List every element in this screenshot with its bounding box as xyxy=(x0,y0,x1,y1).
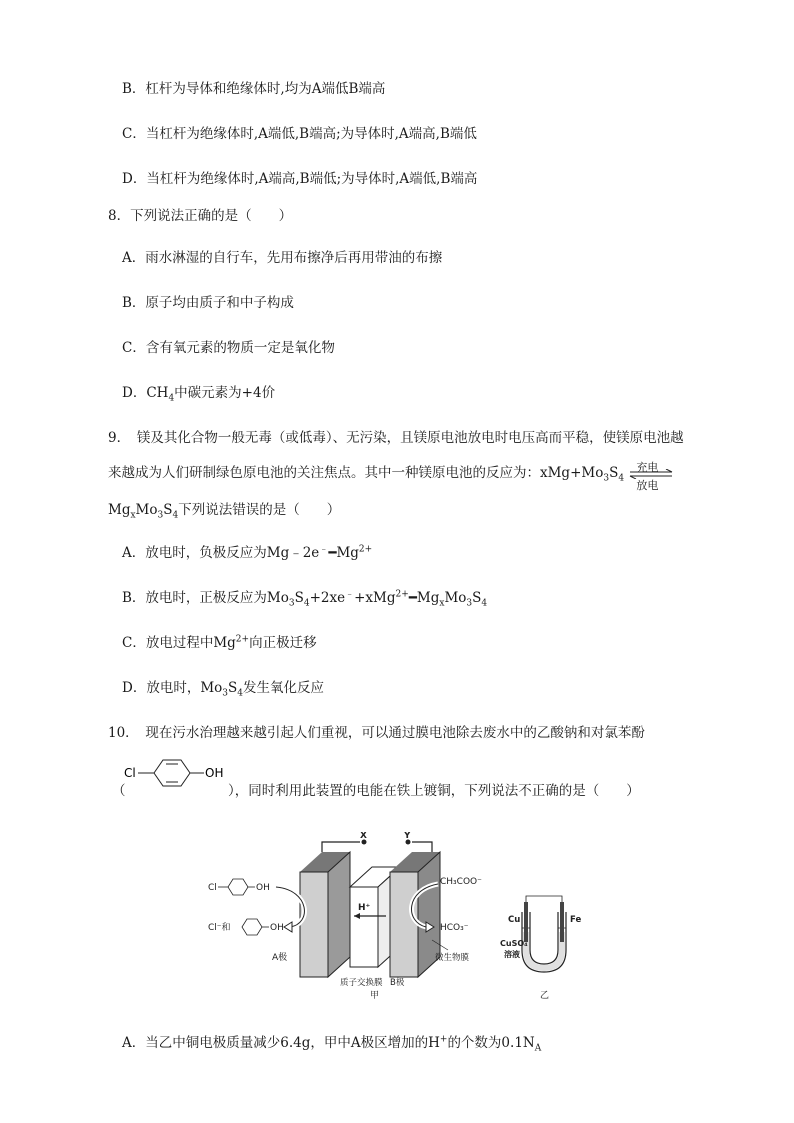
q9-b-mo: Mo xyxy=(444,590,467,606)
q9-c-suffix: 向正极迁移 xyxy=(249,635,317,651)
q9-b-s2: S xyxy=(472,590,482,606)
fig-yi: 乙 xyxy=(540,991,550,1001)
q10-stem-line2: ），同时利用此装置的电能在铁上镀铜，下列说法不正确的是（ ） xyxy=(228,783,640,799)
fig-solution: 溶液 xyxy=(504,950,520,959)
q9-c-sup: 2+ xyxy=(235,634,250,645)
q9-a-mid: ━Mg xyxy=(328,545,359,561)
q9-stem-line1: 9． 镁及其化合物一般无毒（或低毒）、无污染，且镁原电池放电时电压高而平稳，使镁原电池越 xyxy=(108,430,684,446)
q8-d-suffix: 中碳元素为+4价 xyxy=(174,385,276,401)
q9-formula-start: 来越成为人们研制绿色原电池的关注焦点。其中一种镁原电池的反应为：xMg+Mo xyxy=(108,465,604,481)
q8-option-b: B．原子均由质子和中子构成 xyxy=(122,295,294,311)
q9-option-b xyxy=(122,588,487,608)
q9-b-sub4: 3 xyxy=(466,598,473,609)
q9-d-suffix: 发生氧化反应 xyxy=(243,680,324,696)
fig-a-label: A极 xyxy=(272,953,288,963)
battery-figure xyxy=(200,832,600,1002)
fig-oh-1: OH xyxy=(256,883,270,893)
q9-s-b: S xyxy=(163,502,173,518)
chlorophenol-structure xyxy=(122,757,232,791)
hplus-label: H⁺ xyxy=(358,903,371,913)
q9-b-sub1: 3 xyxy=(288,598,295,609)
struct-cl: Cl xyxy=(124,766,136,780)
q9-d-sub1: 3 xyxy=(222,688,229,699)
q10-option-a xyxy=(122,1033,541,1053)
q10-stem-paren-open: （ xyxy=(112,783,126,799)
fig-membrane-label: 质子交换膜 xyxy=(340,978,383,988)
q9-b-sub2: 4 xyxy=(303,598,310,609)
q9-a-prefix: A．放电时，负极反应为Mg﹣2e xyxy=(122,545,320,561)
q7-option-d: D．当杠杆为绝缘体时,A端高,B端低;为导体时,A端低,B端高 xyxy=(122,171,478,187)
fig-microbe-label: 微生物膜 xyxy=(435,953,470,963)
fig-ch3coo: CH₃COO⁻ xyxy=(440,877,482,887)
fig-fe: Fe xyxy=(570,915,582,925)
q9-b-prefix: B．放电时，正极反应为Mo xyxy=(122,590,289,606)
q8-d-sub: 4 xyxy=(168,393,175,404)
q8-option-a: A．雨水淋湿的自行车，先用布擦净后再用带油的布擦 xyxy=(122,250,443,266)
fig-hco3: HCO₃⁻ xyxy=(440,923,469,933)
fig-cuso4: CuSO₄ xyxy=(500,939,528,948)
q10-a-sub: A xyxy=(534,1043,542,1054)
q9-stem-suffix: 下列说法错误的是（ ） xyxy=(178,502,341,518)
q9-c-prefix: C．放电过程中Mg xyxy=(122,635,236,651)
q9-sub-4b: 4 xyxy=(172,510,179,521)
fig-cl-2: Cl⁻和 xyxy=(208,923,231,933)
q9-b-s1: S xyxy=(294,590,304,606)
fig-oh-2: OH xyxy=(270,923,284,933)
q8-stem: 8．下列说法正确的是（ ） xyxy=(108,208,293,224)
q9-option-d xyxy=(122,678,324,698)
terminal-x: X xyxy=(360,832,367,841)
q9-option-a xyxy=(122,543,372,563)
q7-option-b: B．杠杆为导体和绝缘体时,均为A端低B端高 xyxy=(122,81,386,97)
q9-option-c xyxy=(122,633,317,653)
q9-sub-x: x xyxy=(130,510,136,521)
q9-b-sup2: 2+ xyxy=(395,589,409,600)
struct-oh: OH xyxy=(205,766,224,780)
q8-option-c: C．含有氧元素的物质一定是氧化物 xyxy=(122,340,335,356)
q9-d-prefix: D．放电时，Mo xyxy=(122,680,223,696)
q10-stem-line1: 10． 现在污水治理越来越引起人们重视，可以通过膜电池除去废水中的乙酸钠和对氯苯酚 xyxy=(108,725,645,741)
fig-cu: Cu xyxy=(508,915,521,925)
q9-b-mid3: ━Mg xyxy=(408,590,440,606)
q9-sub-3a: 3 xyxy=(603,473,610,484)
q9-b-mid: +2xe xyxy=(309,590,346,606)
q9-a-sup2: 2+ xyxy=(358,544,373,555)
reversible-arrow xyxy=(628,460,674,492)
fig-cl-1: Cl xyxy=(208,883,217,893)
q8-d-prefix: D．CH xyxy=(122,385,169,401)
q8-option-d xyxy=(122,383,275,403)
q9-d-s: S xyxy=(228,680,238,696)
q9-sub-3b: 3 xyxy=(157,510,164,521)
charge-label: 充电 xyxy=(636,460,659,474)
q10-a-sup: + xyxy=(439,1034,448,1045)
q9-b-mid2: +xMg xyxy=(354,590,396,606)
q9-stem-line2 xyxy=(108,460,674,492)
q9-b-sub5: 4 xyxy=(481,598,488,609)
q10-a-mid: 的个数为0.1N xyxy=(447,1035,535,1051)
terminal-y: Y xyxy=(404,832,411,841)
q10-a-prefix: A．当乙中铜电极质量减少6.4g，甲中A极区增加的H xyxy=(122,1035,440,1051)
q9-b-sub3: x xyxy=(439,598,445,609)
q9-mo: Mo xyxy=(135,502,158,518)
q9-d-sub2: 4 xyxy=(237,688,243,699)
q9-stem-line3 xyxy=(108,500,340,520)
q9-b-sup1: ﹣ xyxy=(345,589,355,600)
q9-a-sup1: ﹣ xyxy=(319,544,329,555)
discharge-label: 放电 xyxy=(636,478,659,492)
q9-sub-4a: 4 xyxy=(618,473,625,484)
fig-b-label: B极 xyxy=(390,978,405,988)
fig-jia: 甲 xyxy=(370,991,380,1001)
q9-mg: Mg xyxy=(108,502,131,518)
q7-option-c: C．当杠杆为绝缘体时,A端低,B端高;为导体时,A端高,B端低 xyxy=(122,126,477,142)
q9-s-a: S xyxy=(609,465,619,481)
